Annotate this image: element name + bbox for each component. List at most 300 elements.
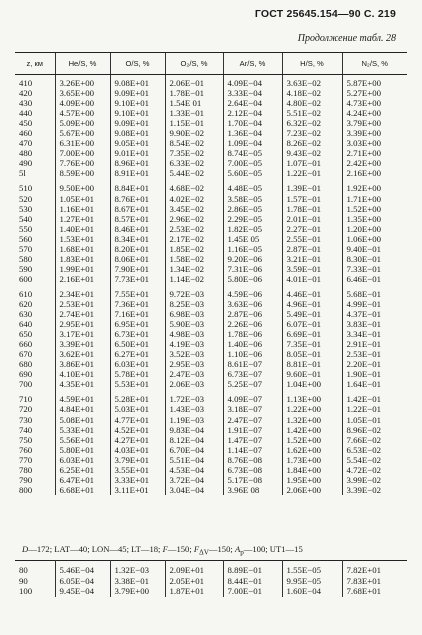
param-d-value: —172; <box>28 544 53 554</box>
value-cell: 3.79E+00 <box>342 118 407 128</box>
value-cell: 4.02E−02 <box>165 194 223 204</box>
value-cell: 5.03E+01 <box>110 404 165 414</box>
value-cell: 2.47E−07 <box>223 415 282 425</box>
value-cell: 1.34E−02 <box>165 264 223 274</box>
value-cell: 6.73E+01 <box>110 329 165 339</box>
value-cell: 6.73E−08 <box>223 465 282 475</box>
param-ap-label: A <box>234 544 241 554</box>
value-cell: 1.64E−01 <box>342 379 407 389</box>
column-header: O₂/S, % <box>165 53 223 75</box>
value-cell: 3.55E+01 <box>110 465 165 475</box>
value-cell: 8.81E−01 <box>282 359 342 369</box>
altitude-cell: 800 <box>19 484 33 495</box>
value-cell: 1.14E−02 <box>165 274 223 284</box>
value-cell: 1.05E−01 <box>342 415 407 425</box>
value-cell: 1.99E+01 <box>55 264 110 274</box>
value-cell: 2.17E−02 <box>165 234 223 244</box>
table-row <box>15 404 407 414</box>
table-row <box>15 88 407 98</box>
value-cell: 9.95E−05 <box>282 576 342 587</box>
table-row <box>15 244 407 254</box>
table-row <box>15 98 407 108</box>
value-cell: 8.76E+01 <box>110 194 165 204</box>
value-cell: 2.53E−01 <box>342 349 407 359</box>
value-cell: 4.99E−01 <box>342 299 407 309</box>
altitude-cell: 550 <box>19 223 33 234</box>
altitude-cell: 760 <box>19 444 33 455</box>
value-cell: 8.25E−03 <box>165 299 223 309</box>
table-row <box>15 309 407 319</box>
value-cell: 5.08E+01 <box>55 415 110 425</box>
table-row <box>15 264 407 274</box>
value-cell: 7.36E+01 <box>110 299 165 309</box>
table-row <box>15 194 407 204</box>
value-cell: 8.44E−01 <box>223 576 282 587</box>
value-cell: 5.67E+00 <box>55 128 110 138</box>
value-cell: 3.79E+00 <box>110 586 165 597</box>
value-cell: 1.82E−05 <box>223 224 282 234</box>
value-cell: 8.57E+01 <box>110 214 165 224</box>
value-cell: 6.68E+01 <box>55 485 110 495</box>
value-cell: 1.87E+01 <box>165 586 223 597</box>
value-cell: 1.92E+00 <box>342 183 407 193</box>
value-cell: 2.20E−01 <box>342 359 407 369</box>
value-cell: 6.70E−04 <box>165 445 223 455</box>
value-cell: 6.27E+01 <box>110 349 165 359</box>
value-cell: 7.35E−01 <box>282 339 342 349</box>
value-cell: 3.63E−02 <box>282 75 342 89</box>
table-row <box>15 455 407 465</box>
value-cell: 9.50E+00 <box>55 183 110 193</box>
value-cell: 1.39E−01 <box>282 183 342 193</box>
value-cell: 7.76E+00 <box>55 158 110 168</box>
value-cell: 2.53E+01 <box>55 299 110 309</box>
value-cell: 5.80E+01 <box>55 445 110 455</box>
value-cell: 8.96E+01 <box>110 158 165 168</box>
value-cell: 6.05E−04 <box>55 576 110 587</box>
value-cell: 8.91E+01 <box>110 168 165 178</box>
value-cell: 9.10E+01 <box>110 98 165 108</box>
value-cell: 1.32E−03 <box>110 561 165 576</box>
value-cell: 8.54E−02 <box>165 138 223 148</box>
table-row <box>15 359 407 369</box>
value-cell: 2.12E−04 <box>223 108 282 118</box>
value-cell: 8.74E−05 <box>223 148 282 158</box>
value-cell: 7.35E−02 <box>165 148 223 158</box>
altitude-cell: 750 <box>19 434 33 445</box>
value-cell: 1.95E+00 <box>282 475 342 485</box>
value-cell: 2.09E+01 <box>165 561 223 576</box>
altitude-cell: 80 <box>19 565 28 575</box>
altitude-cell: 680 <box>19 359 33 370</box>
altitude-cell: 420 <box>19 88 33 99</box>
table-row <box>15 204 407 214</box>
altitude-cell: 740 <box>19 424 33 435</box>
value-cell: 1.22E−01 <box>342 404 407 414</box>
value-cell: 5.46E−04 <box>55 561 110 576</box>
altitude-cell: 580 <box>19 253 33 264</box>
value-cell: 7.83E+01 <box>342 576 407 587</box>
value-cell: 3.62E+01 <box>55 349 110 359</box>
value-cell: 4.03E+01 <box>110 445 165 455</box>
value-cell: 4.84E+01 <box>55 404 110 414</box>
value-cell: 1.05E+01 <box>55 194 110 204</box>
value-cell: 9.08E+01 <box>110 128 165 138</box>
value-cell: 8.26E−02 <box>282 138 342 148</box>
value-cell: 6.25E+01 <box>55 465 110 475</box>
value-cell: 1.71E+00 <box>342 194 407 204</box>
value-cell: 4.27E+01 <box>110 435 165 445</box>
value-cell: 4.77E+01 <box>110 415 165 425</box>
value-cell: 4.72E−02 <box>342 465 407 475</box>
table-row <box>15 394 407 404</box>
value-cell: 4.01E−01 <box>282 274 342 284</box>
value-cell: 1.32E+00 <box>282 415 342 425</box>
value-cell: 3.33E+01 <box>110 475 165 485</box>
value-cell: 5.90E−03 <box>165 319 223 329</box>
value-cell: 1.72E−03 <box>165 394 223 404</box>
value-cell: 4.48E−05 <box>223 183 282 193</box>
value-cell: 2.06E−01 <box>165 75 223 89</box>
table-row <box>15 435 407 445</box>
value-cell: 7.73E+01 <box>110 274 165 284</box>
value-cell: 7.00E+00 <box>55 148 110 158</box>
value-cell: 6.07E−01 <box>282 319 342 329</box>
altitude-cell: 770 <box>19 454 33 465</box>
value-cell: 1.78E−06 <box>223 329 282 339</box>
value-cell: 9.20E−06 <box>223 254 282 264</box>
table-row <box>15 138 407 148</box>
value-cell: 8.46E+01 <box>110 224 165 234</box>
value-cell: 4.10E+01 <box>55 369 110 379</box>
value-cell: 6.50E+01 <box>110 339 165 349</box>
value-cell: 8.61E−07 <box>223 359 282 369</box>
value-cell: 2.01E−01 <box>282 214 342 224</box>
value-cell: 2.53E−02 <box>165 224 223 234</box>
altitude-cell: 590 <box>19 263 33 274</box>
value-cell: 3.86E+01 <box>55 359 110 369</box>
table-row <box>15 369 407 379</box>
table-row <box>15 339 407 349</box>
value-cell: 2.86E−05 <box>223 204 282 214</box>
composition-table-low-altitude <box>15 560 407 597</box>
value-cell: 4.68E−02 <box>165 183 223 193</box>
column-header: H/S, % <box>282 53 342 75</box>
value-cell: 1.07E−01 <box>282 158 342 168</box>
value-cell: 4.46E−01 <box>282 289 342 299</box>
altitude-cell: 700 <box>19 379 33 390</box>
value-cell: 6.47E+01 <box>55 475 110 485</box>
value-cell: 5.28E+01 <box>110 394 165 404</box>
value-cell: 4.52E+01 <box>110 425 165 435</box>
value-cell: 1.54E 01 <box>165 98 223 108</box>
value-cell: 8.89E−01 <box>223 561 282 576</box>
value-cell: 9.10E+01 <box>110 108 165 118</box>
table-row <box>15 561 407 576</box>
value-cell: 4.35E+01 <box>55 379 110 389</box>
value-cell: 7.31E−06 <box>223 264 282 274</box>
value-cell: 4.59E+01 <box>55 394 110 404</box>
table-row <box>15 465 407 475</box>
value-cell: 4.73E+00 <box>342 98 407 108</box>
value-cell: 4.98E−03 <box>165 329 223 339</box>
value-cell: 9.72E−03 <box>165 289 223 299</box>
value-cell: 7.66E−02 <box>342 435 407 445</box>
value-cell: 5.60E−05 <box>223 168 282 178</box>
value-cell: 1.22E+00 <box>282 404 342 414</box>
value-cell: 8.96E−02 <box>342 425 407 435</box>
altitude-cell: 480 <box>19 148 33 159</box>
param-ap-value: —100; <box>243 544 268 554</box>
value-cell: 6.03E+01 <box>110 359 165 369</box>
table-row <box>15 224 407 234</box>
altitude-cell: 640 <box>19 319 33 330</box>
value-cell: 9.40E−01 <box>342 244 407 254</box>
table-row <box>15 415 407 425</box>
table-row <box>15 586 407 597</box>
value-cell: 4.80E−02 <box>282 98 342 108</box>
value-cell: 2.34E+01 <box>55 289 110 299</box>
table-row <box>15 148 407 158</box>
value-cell: 6.53E−02 <box>342 445 407 455</box>
value-cell: 1.83E+01 <box>55 254 110 264</box>
value-cell: 2.87E−01 <box>282 244 342 254</box>
value-cell: 5.54E−02 <box>342 455 407 465</box>
composition-table <box>15 52 407 495</box>
value-cell: 3.04E−04 <box>165 485 223 495</box>
param-ap-sub: p <box>240 548 244 557</box>
value-cell: 9.43E−02 <box>282 148 342 158</box>
table-row <box>15 475 407 485</box>
param-f-value: —150; <box>167 544 192 554</box>
value-cell: 3.39E−02 <box>342 485 407 495</box>
value-cell: 1.68E+01 <box>55 244 110 254</box>
value-cell: 2.26E−06 <box>223 319 282 329</box>
value-cell: 6.31E+00 <box>55 138 110 148</box>
value-cell: 5.78E+01 <box>110 369 165 379</box>
value-cell: 2.47E−03 <box>165 369 223 379</box>
value-cell: 1.40E+01 <box>55 224 110 234</box>
table-row <box>15 329 407 339</box>
table-row <box>15 254 407 264</box>
value-cell: 1.13E+00 <box>282 394 342 404</box>
value-cell: 1.27E+01 <box>55 214 110 224</box>
table-row <box>15 214 407 224</box>
value-cell: 3.79E+01 <box>110 455 165 465</box>
table-row <box>15 75 407 89</box>
value-cell: 7.00E−01 <box>223 586 282 597</box>
value-cell: 2.95E−03 <box>165 359 223 369</box>
value-cell: 4.09E−04 <box>223 75 282 89</box>
value-cell: 3.72E−04 <box>165 475 223 485</box>
value-cell: 1.73E+00 <box>282 455 342 465</box>
value-cell: 5.33E+01 <box>55 425 110 435</box>
value-cell: 3.38E−01 <box>110 576 165 587</box>
value-cell: 3.59E−01 <box>282 264 342 274</box>
value-cell: 1.78E−01 <box>282 204 342 214</box>
value-cell: 4.53E−04 <box>165 465 223 475</box>
value-cell: 6.73E−07 <box>223 369 282 379</box>
table-row <box>15 425 407 435</box>
value-cell: 3.39E+00 <box>342 128 407 138</box>
value-cell: 1.60E−04 <box>282 586 342 597</box>
table-row <box>15 299 407 309</box>
value-cell: 3.18E−07 <box>223 404 282 414</box>
value-cell: 3.26E+00 <box>55 75 110 89</box>
value-cell: 9.90E−02 <box>165 128 223 138</box>
param-d-label: D <box>22 544 29 554</box>
table-row <box>15 576 407 587</box>
value-cell: 5.25E−07 <box>223 379 282 389</box>
value-cell: 3.17E+01 <box>55 329 110 339</box>
table-row <box>15 128 407 138</box>
value-cell: 1.33E−01 <box>165 108 223 118</box>
value-cell: 1.35E+00 <box>342 214 407 224</box>
param-lt-label: LT <box>131 544 141 554</box>
value-cell: 9.09E+01 <box>110 88 165 98</box>
value-cell: 1.40E−06 <box>223 339 282 349</box>
value-cell: 9.01E+01 <box>110 148 165 158</box>
value-cell: 2.05E+01 <box>165 576 223 587</box>
extra-table-body <box>15 561 407 597</box>
value-cell: 7.33E−01 <box>342 264 407 274</box>
value-cell: 3.11E+01 <box>110 485 165 495</box>
value-cell: 1.78E−01 <box>165 88 223 98</box>
value-cell: 8.59E+00 <box>55 168 110 178</box>
value-cell: 7.82E+01 <box>342 561 407 576</box>
altitude-cell: 620 <box>19 299 33 309</box>
value-cell: 5.49E−01 <box>282 309 342 319</box>
value-cell: 1.20E+00 <box>342 224 407 234</box>
value-cell: 2.95E+01 <box>55 319 110 329</box>
parameter-line <box>22 544 303 557</box>
column-header: O/S, % <box>110 53 165 75</box>
altitude-cell: 510 <box>19 183 33 194</box>
value-cell: 8.20E+01 <box>110 244 165 254</box>
value-cell: 2.29E−05 <box>223 214 282 224</box>
value-cell: 9.05E+01 <box>110 138 165 148</box>
altitude-cell: 440 <box>19 108 33 119</box>
value-cell: 2.16E+01 <box>55 274 110 284</box>
value-cell: 1.91E−07 <box>223 425 282 435</box>
value-cell: 8.12E−04 <box>165 435 223 445</box>
value-cell: 2.96E−02 <box>165 214 223 224</box>
altitude-cell: 470 <box>19 138 33 149</box>
value-cell: 5.51E−02 <box>282 108 342 118</box>
altitude-cell: 650 <box>19 329 33 340</box>
value-cell: 3.52E−03 <box>165 349 223 359</box>
column-header: N₂/S, % <box>342 53 407 75</box>
altitude-cell: 660 <box>19 339 33 350</box>
value-cell: 1.22E−01 <box>282 168 342 178</box>
value-cell: 8.84E+01 <box>110 183 165 193</box>
param-fav-label: F <box>193 544 200 554</box>
value-cell: 5.17E−08 <box>223 475 282 485</box>
table-row <box>15 118 407 128</box>
param-fav-sub: ΔV <box>199 548 209 557</box>
value-cell: 1.15E−01 <box>165 118 223 128</box>
altitude-cell: 90 <box>19 575 28 586</box>
altitude-cell: 670 <box>19 349 33 360</box>
value-cell: 7.16E+01 <box>110 309 165 319</box>
value-cell: 1.45E 05 <box>223 234 282 244</box>
value-cell: 7.55E+01 <box>110 289 165 299</box>
value-cell: 1.52E+00 <box>342 204 407 214</box>
value-cell: 5.27E+00 <box>342 88 407 98</box>
value-cell: 5.56E+01 <box>55 435 110 445</box>
value-cell: 4.96E−01 <box>282 299 342 309</box>
value-cell: 3.63E−06 <box>223 299 282 309</box>
value-cell: 2.16E+00 <box>342 168 407 178</box>
value-cell: 2.42E+00 <box>342 158 407 168</box>
value-cell: 1.53E+01 <box>55 234 110 244</box>
value-cell: 8.67E+01 <box>110 204 165 214</box>
value-cell: 8.76E−08 <box>223 455 282 465</box>
value-cell: 5.44E−02 <box>165 168 223 178</box>
value-cell: 3.99E−02 <box>342 475 407 485</box>
value-cell: 9.60E−01 <box>282 369 342 379</box>
altitude-cell: 530 <box>19 203 33 214</box>
value-cell: 5.51E−04 <box>165 455 223 465</box>
altitude-cell: 540 <box>19 213 33 224</box>
value-cell: 1.62E+00 <box>282 445 342 455</box>
value-cell: 1.52E+00 <box>282 435 342 445</box>
value-cell: 3.34E−01 <box>342 329 407 339</box>
table-row <box>15 319 407 329</box>
altitude-cell: 490 <box>19 158 33 169</box>
value-cell: 6.95E+01 <box>110 319 165 329</box>
table-header-row <box>15 53 407 75</box>
value-cell: 3.45E−02 <box>165 204 223 214</box>
table-body <box>15 75 407 495</box>
value-cell: 1.43E−03 <box>165 404 223 414</box>
altitude-cell: 690 <box>19 369 33 380</box>
value-cell: 1.85E−02 <box>165 244 223 254</box>
value-cell: 3.03E+00 <box>342 138 407 148</box>
altitude-cell: 780 <box>19 464 33 475</box>
altitude-cell: 630 <box>19 309 33 320</box>
value-cell: 5.09E+00 <box>55 118 110 128</box>
altitude-cell: 430 <box>19 98 33 109</box>
altitude-cell: 720 <box>19 404 33 415</box>
table-row <box>15 379 407 389</box>
value-cell: 2.87E−06 <box>223 309 282 319</box>
value-cell: 2.06E+00 <box>282 485 342 495</box>
value-cell: 1.47E−07 <box>223 435 282 445</box>
value-cell: 9.83E−04 <box>165 425 223 435</box>
value-cell: 4.18E−02 <box>282 88 342 98</box>
value-cell: 9.08E+01 <box>110 75 165 89</box>
value-cell: 3.96E 08 <box>223 485 282 495</box>
value-cell: 7.68E+01 <box>342 586 407 597</box>
value-cell: 4.09E−07 <box>223 394 282 404</box>
altitude-cell: 600 <box>19 273 33 284</box>
table-row <box>15 234 407 244</box>
value-cell: 1.36E−04 <box>223 128 282 138</box>
value-cell: 2.27E−01 <box>282 224 342 234</box>
altitude-cell: 560 <box>19 233 33 244</box>
value-cell: 6.32E−02 <box>282 118 342 128</box>
altitude-cell: 100 <box>19 586 33 596</box>
value-cell: 6.69E−01 <box>282 329 342 339</box>
param-lat: LAT—40; <box>54 544 90 554</box>
value-cell: 3.58E−05 <box>223 194 282 204</box>
table-row <box>15 445 407 455</box>
table-row <box>15 183 407 193</box>
param-ut: UT1—15 <box>269 544 303 554</box>
altitude-cell: 450 <box>19 118 33 129</box>
value-cell: 1.55E−05 <box>282 561 342 576</box>
